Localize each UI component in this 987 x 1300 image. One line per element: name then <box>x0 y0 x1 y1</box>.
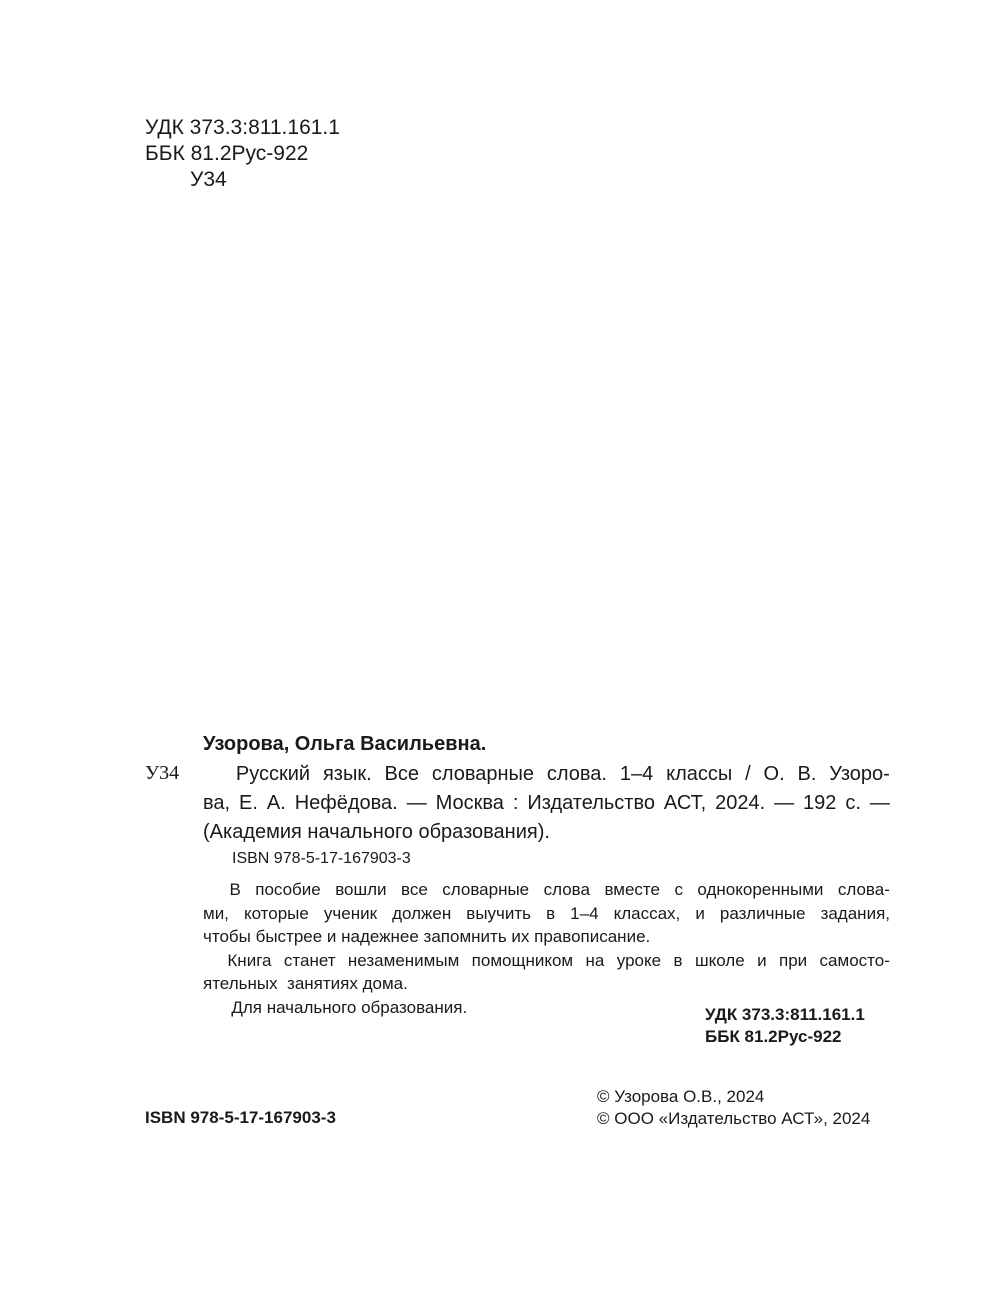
word: О. <box>763 763 785 785</box>
word: классах, <box>613 903 681 923</box>
word: В <box>229 880 241 899</box>
word: должен <box>392 903 452 923</box>
word: — <box>869 792 890 814</box>
word: ва, <box>203 792 231 814</box>
word: язык. <box>322 763 372 785</box>
word: 1–4 <box>619 763 654 785</box>
word: задания, <box>820 903 890 923</box>
text-line <box>203 902 890 926</box>
word: станет <box>283 950 336 970</box>
word: вошли <box>335 880 387 899</box>
text-line <box>203 925 890 949</box>
word: незаменимым <box>347 950 460 970</box>
word: Издательство <box>527 792 655 814</box>
word: в <box>546 903 556 923</box>
word: — <box>774 792 795 814</box>
word: слова. <box>546 763 607 785</box>
word <box>203 949 215 973</box>
word: школе <box>694 950 745 970</box>
text-line <box>203 760 890 789</box>
word: на <box>585 950 605 970</box>
word: — <box>406 792 427 814</box>
word: классы <box>666 763 733 785</box>
word: которые <box>243 903 309 923</box>
word: пособие <box>255 880 321 899</box>
word: АСТ, <box>663 792 707 814</box>
word: ученик <box>323 903 378 923</box>
author-mark-top: У34 <box>190 168 227 191</box>
word: ятельных занятиях дома. <box>203 974 408 993</box>
word: В. <box>797 763 817 785</box>
text-line <box>203 972 890 996</box>
text-line <box>203 789 890 818</box>
word: 1–4 <box>570 903 599 923</box>
copyright-publisher: © ООО «Издательство АСТ», 2024 <box>597 1109 871 1128</box>
word: Е. <box>239 792 258 814</box>
text-line <box>203 818 890 847</box>
word <box>203 878 215 902</box>
text-line <box>203 878 890 902</box>
word: Для начального образования. <box>203 997 468 1017</box>
isbn-top: ISBN 978-5-17-167903-3 <box>232 850 411 867</box>
word: вместе <box>604 880 660 899</box>
word <box>203 760 223 789</box>
word: с <box>674 880 683 899</box>
word: : <box>512 792 519 814</box>
word: Все <box>384 763 419 785</box>
word: Русский <box>235 763 311 785</box>
copyright-author: © Узорова О.В., 2024 <box>597 1087 765 1106</box>
word: выучить <box>466 903 532 923</box>
annotation <box>203 878 890 1019</box>
word: и <box>757 950 767 970</box>
word: уроке <box>616 950 662 970</box>
word: однокоренными <box>697 880 824 899</box>
word: (Академия начального образования). <box>203 821 550 843</box>
word: при <box>778 950 808 970</box>
word: помощником <box>471 950 574 970</box>
word: / <box>745 763 751 785</box>
word: словарные <box>431 763 535 785</box>
isbn-bottom: ISBN 978-5-17-167903-3 <box>145 1108 336 1127</box>
bbk-bottom: ББК 81.2Рус-922 <box>705 1027 842 1046</box>
word: с. <box>845 792 861 814</box>
word: слова- <box>837 880 890 899</box>
word: в <box>673 950 683 970</box>
word: 192 <box>803 792 837 814</box>
word: А. <box>266 792 286 814</box>
udk-bottom: УДК 373.3:811.161.1 <box>705 1005 865 1024</box>
word: слова <box>543 880 590 899</box>
word: Книга <box>227 950 272 970</box>
word: Москва <box>435 792 504 814</box>
author-mark-margin: У34 <box>145 762 180 784</box>
author-heading: Узорова, Ольга Васильевна. <box>203 733 487 755</box>
word: Узоро- <box>829 763 890 785</box>
word: Нефёдова. <box>294 792 398 814</box>
bbk-top: ББК 81.2Рус-922 <box>145 142 309 165</box>
text-line <box>203 949 890 973</box>
word: различные <box>719 903 806 923</box>
bibliographic-description <box>203 760 890 847</box>
word: и <box>695 903 705 923</box>
word: все <box>401 880 428 899</box>
word: чтобы быстрее и надежнее запомнить их правописание. <box>203 927 651 946</box>
word: словарные <box>442 880 530 899</box>
udk-top: УДК 373.3:811.161.1 <box>145 116 340 139</box>
word: ми, <box>203 903 229 923</box>
word: самосто- <box>819 950 890 970</box>
word: 2024. <box>715 792 766 814</box>
